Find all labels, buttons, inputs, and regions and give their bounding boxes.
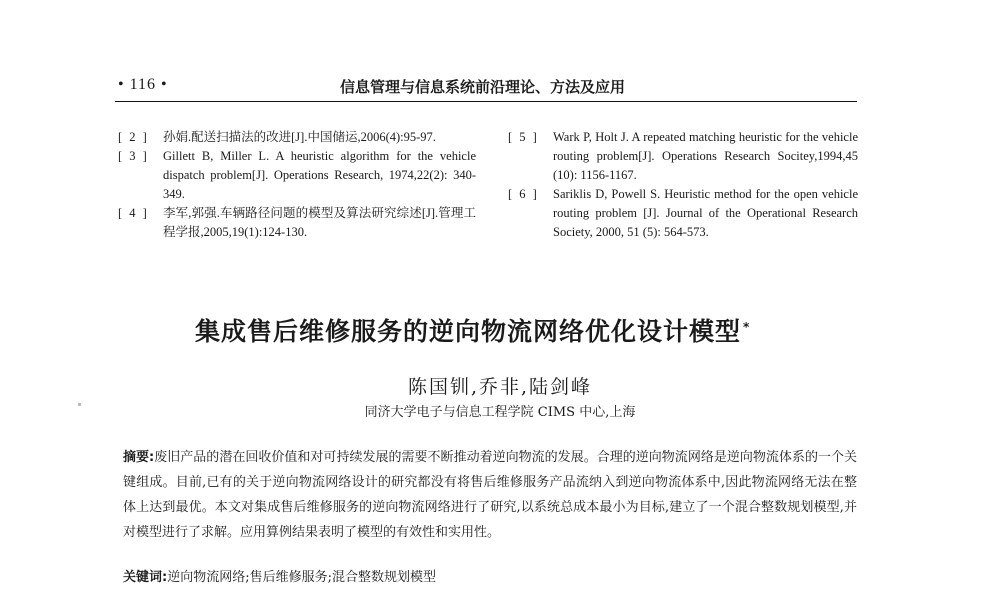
page-number: • 116 • [118,76,168,93]
reference-label: [ 4 ] [118,206,149,220]
running-title: 信息管理与信息系统前沿理论、方法及应用 [340,78,626,96]
keywords-label: 关键词: [123,570,168,585]
reference-item [118,147,476,204]
footnote-mark: * [743,319,751,334]
reference-item [118,204,476,242]
abstract [123,445,857,545]
reference-text: Sariklis D, Powell S. Heuristic method for the open vehicle routing problem [J]. Journal of the Operational Research Society, 2000, 51 (5): 564-573. [553,187,858,239]
abstract-label: 摘要: [123,450,155,465]
references-left-column [118,128,476,242]
abstract-text: 废旧产品的潜在回收价值和对可持续发展的需要不断推动着逆向物流的发展。合理的逆向物流网络是逆向物流体系的一个关键组成。目前,已有的关于逆向物流网络设计的研究都没有将售后维修服务产品流纳入到逆向物流体系中,因此物流网络无法在整体上达到最优。本文对集成售后维修服务的逆向物流网络进行了研究,以系统总成本最小为目标,建立了一个混合整数规划模型,并对模型进行了求解。应用算例结果表明了模型的有效性和实用性。 [123,450,857,540]
reference-text: Gillett B, Miller L. A heuristic algorithm for the vehicle dispatch problem[J]. Operations Research, 1974,22(2): 340-349. [163,149,476,201]
authors: 陈国钏,乔非,陆剑峰 [407,376,593,398]
reference-item [508,185,858,242]
affiliation: 同济大学电子与信息工程学院 CIMS 中心,上海 [364,405,636,420]
reference-text: 孙娟.配送扫描法的改进[J].中国储运,2006(4):95-97. [163,130,436,144]
header-rule [115,101,857,102]
reference-label: [ 5 ] [508,130,539,144]
reference-text: Wark P, Holt J. A repeated matching heuristic for the vehicle routing problem[J]. Operations Research Socitey,1994,45 (10): 1156-1167. [553,130,858,182]
reference-label: [ 3 ] [118,149,149,163]
reference-item [508,128,858,185]
references-right-column [508,128,858,242]
reference-text: 李军,郭强.车辆路径问题的模型及算法研究综述[J].管理工程学报,2005,19(1):124-130. [163,206,476,239]
keywords [123,566,857,585]
paper-title [195,312,750,348]
paper-title-text: 集成售后维修服务的逆向物流网络优化设计模型 [195,317,742,346]
reference-label: [ 2 ] [118,130,149,144]
reference-label: [ 6 ] [508,187,539,201]
scan-speck [78,403,81,406]
reference-item [118,128,476,147]
keywords-text: 逆向物流网络;售后维修服务;混合整数规划模型 [167,570,436,585]
